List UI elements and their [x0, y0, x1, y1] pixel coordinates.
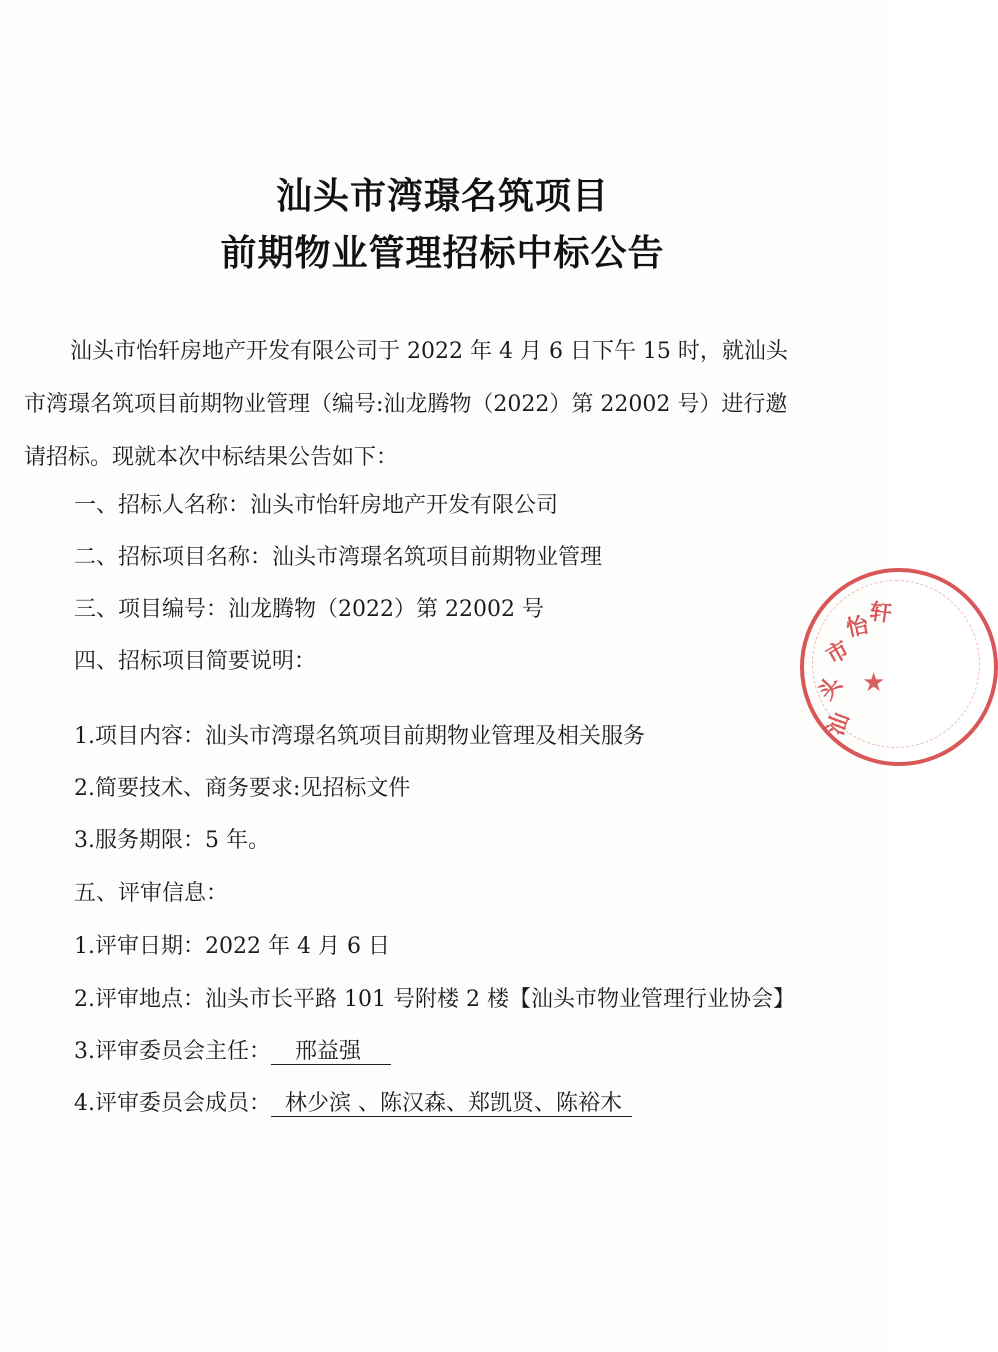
seal-char-5: 轩 [868, 599, 894, 628]
review-chair-label: 3.评审委员会主任： [74, 1039, 271, 1064]
seal-char-4: 怡 [844, 612, 871, 642]
brief-item-3: 3.服务期限：5 年。 [74, 828, 270, 853]
intro-line-1: 汕头市怡轩房地产开发有限公司于 2022 年 4 月 6 日下午 15 时，就汕头 [70, 339, 788, 364]
section-project-name: 二、招标项目名称：汕头市湾璟名筑项目前期物业管理 [74, 545, 603, 570]
review-item-2: 2.评审地点：汕头市长平路 101 号附楼 2 楼【汕头市物业管理行业协会】 [74, 987, 795, 1012]
review-item-3 [74, 1034, 391, 1065]
review-item-1: 1.评审日期：2022 年 4 月 6 日 [74, 934, 390, 959]
review-chair-value: 邢益强 [271, 1039, 391, 1065]
brief-item-2: 2.简要技术、商务要求:见招标文件 [74, 776, 411, 801]
seal-char-1: 汕 [823, 709, 855, 739]
title-line-1: 汕头市湾璟名筑项目 [275, 176, 609, 217]
seal-star-icon: ★ [862, 668, 886, 698]
section-tenderer: 一、招标人名称：汕头市怡轩房地产开发有限公司 [74, 493, 559, 518]
section-project-no: 三、项目编号：汕龙腾物（2022）第 22002 号 [74, 597, 544, 622]
seal-char-2: 头 [813, 672, 848, 706]
review-members-value: 林少滨 、陈汉森、郑凯贤、陈裕木 [271, 1091, 632, 1117]
title-line-2: 前期物业管理招标中标公告 [220, 233, 665, 274]
intro-line-3: 请招标。现就本次中标结果公告如下： [24, 445, 399, 470]
brief-item-1: 1.项目内容：汕头市湾璟名筑项目前期物业管理及相关服务 [74, 724, 645, 749]
seal-char-3: 市 [822, 636, 854, 670]
review-members-label: 4.评审委员会成员： [74, 1091, 271, 1116]
intro-line-2: 市湾璟名筑项目前期物业管理（编号:汕龙腾物（2022）第 22002 号）进行邀 [24, 392, 788, 417]
section-review-heading: 五、评审信息： [74, 881, 229, 906]
review-item-4 [74, 1086, 632, 1117]
section-brief-heading: 四、招标项目简要说明： [74, 649, 317, 674]
